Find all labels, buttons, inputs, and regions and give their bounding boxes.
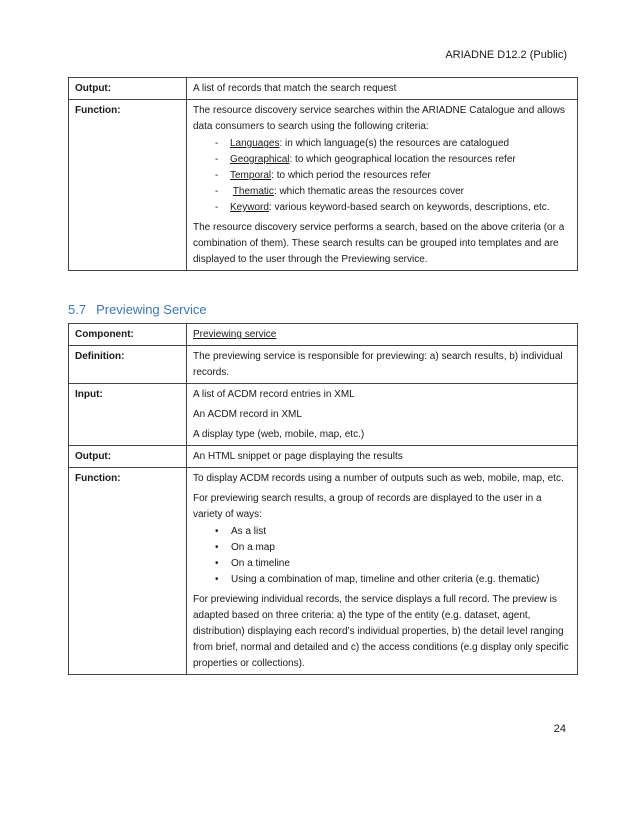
page-number: 24 [553, 723, 566, 735]
output-label: Output: [69, 78, 187, 100]
criterion-term: Keyword [230, 202, 269, 213]
component-link: Previewing service [193, 329, 277, 340]
component-value [187, 324, 578, 346]
function-outro: The resource discovery service performs a search, based on the above criteria (or a combination of them). These search results can be grouped into templates and are displayed to the user through the Previewing service. [193, 222, 565, 265]
table-row [69, 446, 578, 468]
function-intro: The resource discovery service searches within the ARIADNE Catalogue and allows data consumers to search using the following criteria: [193, 105, 565, 132]
criteria-list [193, 136, 573, 216]
function-label: Function: [69, 100, 187, 271]
input-label: Input: [69, 384, 187, 446]
criterion-desc: : to which geographical location the resources refer [289, 154, 516, 165]
list-item [193, 152, 573, 168]
section-number: 5.7 [68, 302, 87, 317]
criterion-term: Geographical [230, 154, 290, 165]
criterion-desc: : in which language(s) the resources are catalogued [279, 138, 510, 149]
output-label: Output: [69, 446, 187, 468]
document-header: ARIADNE D12.2 (Public) [445, 49, 567, 61]
section-heading [68, 302, 207, 317]
function-paragraph: To display ACDM records using a number of outputs such as web, mobile, map, etc. [193, 473, 564, 484]
list-item: • As a list [193, 524, 573, 540]
list-item: • On a map [193, 540, 573, 556]
function-cell [187, 100, 578, 271]
function-cell [187, 468, 578, 675]
table-row [69, 384, 578, 446]
definition-label: Definition: [69, 346, 187, 384]
table-row [69, 346, 578, 384]
ways-list [193, 524, 573, 588]
input-item: A display type (web, mobile, map, etc.) [193, 429, 365, 440]
list-item [193, 200, 573, 216]
list-item [193, 184, 573, 200]
function-paragraph: For previewing search results, a group of records are displayed to the user in a variety of ways: [193, 493, 542, 520]
component-label: Component: [69, 324, 187, 346]
table-row [69, 324, 578, 346]
input-cell [187, 384, 578, 446]
criterion-desc: : which thematic areas the resources cover [273, 186, 464, 197]
criterion-term: Languages [230, 138, 280, 149]
list-item [193, 136, 573, 152]
list-item: • Using a combination of map, timeline and other criteria (e.g. thematic) [193, 572, 573, 588]
resource-discovery-table [68, 77, 578, 271]
input-item: An ACDM record in XML [193, 409, 302, 420]
input-item: A list of ACDM record entries in XML [193, 389, 355, 400]
table-row [69, 100, 578, 271]
list-item: • On a timeline [193, 556, 573, 572]
criterion-desc: : to which period the resources refer [271, 170, 431, 181]
criterion-desc: : various keyword-based search on keywords, descriptions, etc. [268, 202, 550, 213]
criterion-term: Temporal [230, 170, 272, 181]
function-label: Function: [69, 468, 187, 675]
list-item [193, 168, 573, 184]
output-value: An HTML snippet or page displaying the results [187, 446, 578, 468]
previewing-service-table [68, 323, 578, 675]
function-paragraph: For previewing individual records, the service displays a full record. The preview is adapted based on three criteria: a) the type of the entity (e.g. dataset, agent, distribution) displaying each record’s individual properties, b) the detail level ranging from brief, normal and detailed and c) the access conditions (e.g display only specific properties or collections). [193, 594, 569, 669]
table-row [69, 78, 578, 100]
definition-value: The previewing service is responsible for previewing: a) search results, b) individual records. [187, 346, 578, 384]
table-row [69, 468, 578, 675]
output-value: A list of records that match the search request [187, 78, 578, 100]
section-title: Previewing Service [96, 302, 207, 317]
criterion-term: Thematic [232, 186, 274, 197]
